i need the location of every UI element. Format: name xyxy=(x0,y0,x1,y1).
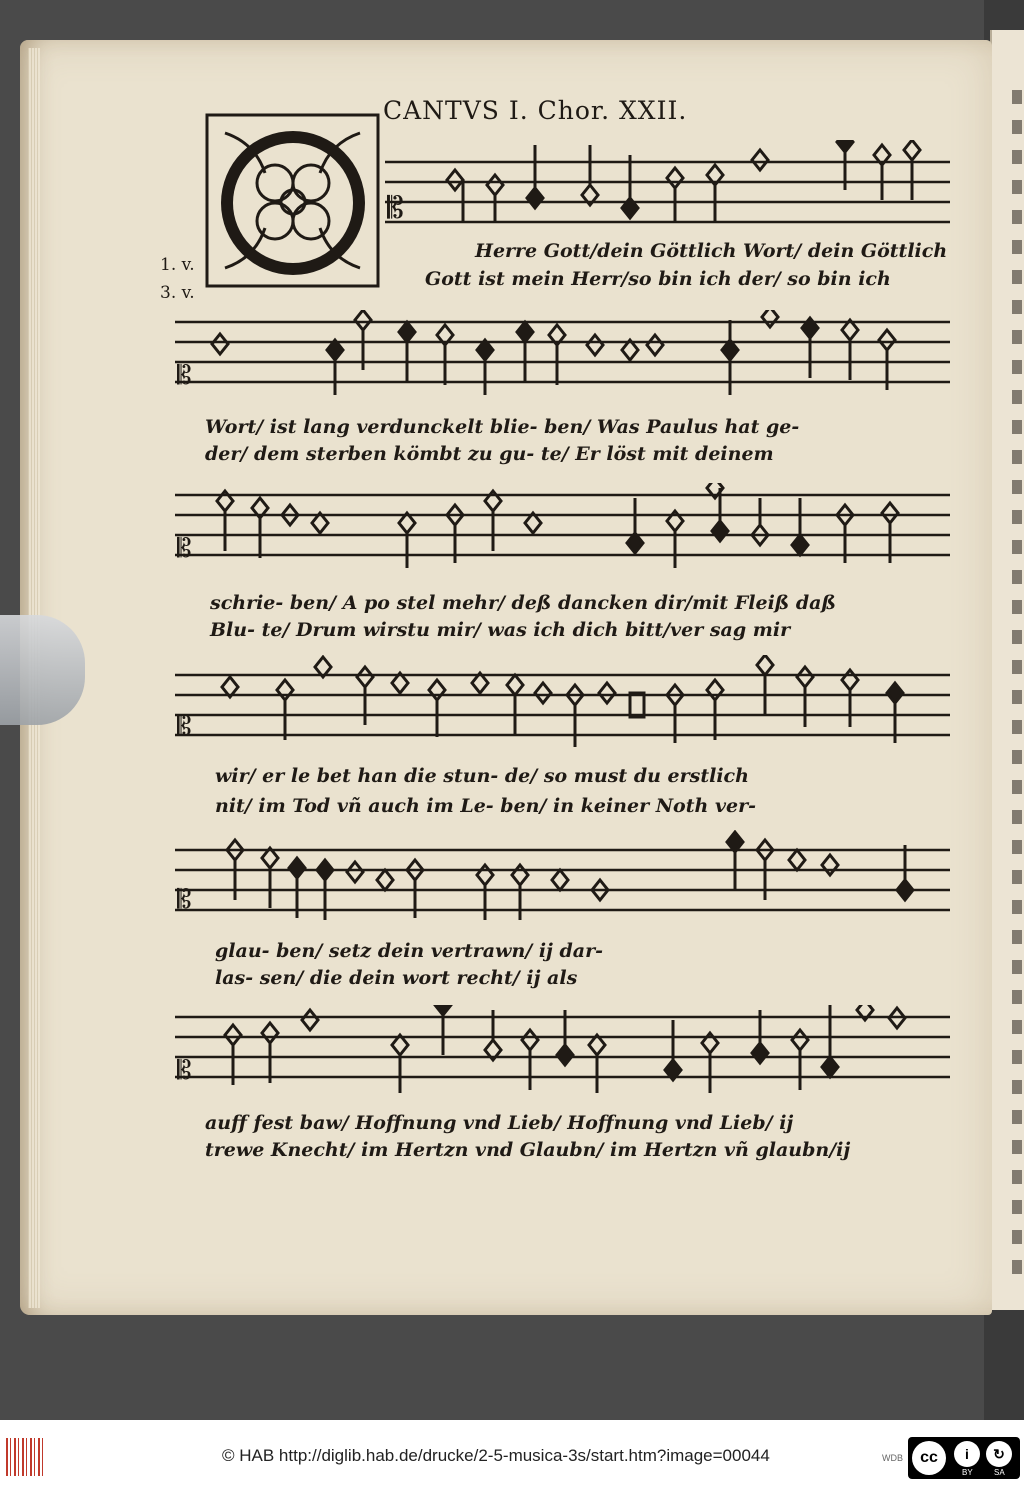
music-staff xyxy=(175,1005,950,1100)
by-label: BY xyxy=(962,1468,973,1477)
svg-text:𝄡: 𝄡 xyxy=(177,885,192,915)
staff-lines xyxy=(175,1005,950,1100)
lyric-line: glau- ben/ setz dein vertrawn/ ij dar- xyxy=(215,940,604,962)
lyric-line: las- sen/ die dein wort recht/ ij als xyxy=(215,967,578,989)
lyric-line: der/ dem sterben kömbt zu gu- te/ Er löst mit deinem xyxy=(205,443,774,465)
staff-lines xyxy=(175,655,950,750)
svg-text:𝄡: 𝄡 xyxy=(177,1056,192,1086)
svg-text:𝄡: 𝄡 xyxy=(387,191,404,226)
staff-lines xyxy=(175,483,950,578)
lyric-line: trewe Knecht/ im Hertzn vnd Glaubn/ im Hertzn vñ glaubn/ij xyxy=(205,1139,851,1161)
by-icon: i xyxy=(954,1441,980,1467)
cc-label: cc xyxy=(912,1441,946,1475)
staff-lines xyxy=(175,310,950,405)
music-staff xyxy=(175,310,950,405)
decorated-initial-icon xyxy=(205,113,380,288)
svg-text:𝄡: 𝄡 xyxy=(177,712,192,742)
lyric-line: wir/ er le bet han die stun- de/ so must du erstlich xyxy=(215,765,749,787)
svg-text:𝄡: 𝄡 xyxy=(177,534,192,564)
svg-text:𝄡: 𝄡 xyxy=(177,361,192,391)
citation-link[interactable]: © HAB http://diglib.hab.de/drucke/2-5-musica-3s/start.htm?image=00044 xyxy=(222,1446,770,1465)
creative-commons-icon[interactable] xyxy=(908,1437,1020,1479)
staff-lines xyxy=(385,140,950,230)
lyric-line: nit/ im Tod vñ auch im Le- ben/ in keiner Noth ver- xyxy=(215,795,756,817)
sa-icon: ↻ xyxy=(986,1441,1012,1467)
lyric-line: Blu- te/ Drum wirstu mir/ was ich dich bitt/ver sag mir xyxy=(210,619,791,641)
lyric-line: schrie- ben/ A po stel mehr/ deß dancken dir/mit Fleiß daß xyxy=(210,592,836,614)
staff-lines xyxy=(175,830,950,925)
adjacent-page xyxy=(990,30,1024,1310)
verse-label-1: 1. v. xyxy=(160,255,195,275)
verse-label-3: 3. v. xyxy=(160,283,195,303)
music-staff xyxy=(385,140,950,230)
lyric-line: Herre Gott/dein Göttlich Wort/ dein Göttlich xyxy=(475,240,948,262)
wdb-label: WDB xyxy=(882,1453,903,1463)
lyric-line: auff fest baw/ Hoffnung vnd Lieb/ Hoffnung vnd Lieb/ ij xyxy=(205,1112,794,1134)
lyric-line: Wort/ ist lang verdunckelt blie- ben/ Was Paulus hat ge- xyxy=(205,416,800,438)
page-clip xyxy=(0,615,85,725)
lyric-line: Gott ist mein Herr/so bin ich der/ so bin ich xyxy=(425,268,891,290)
page-header: CANTVS I. Chor. XXII. xyxy=(383,96,688,125)
music-staff xyxy=(175,483,950,578)
barcode-icon xyxy=(6,1438,46,1476)
music-staff xyxy=(175,655,950,750)
sa-label: SA xyxy=(994,1468,1005,1477)
music-staff xyxy=(175,830,950,925)
